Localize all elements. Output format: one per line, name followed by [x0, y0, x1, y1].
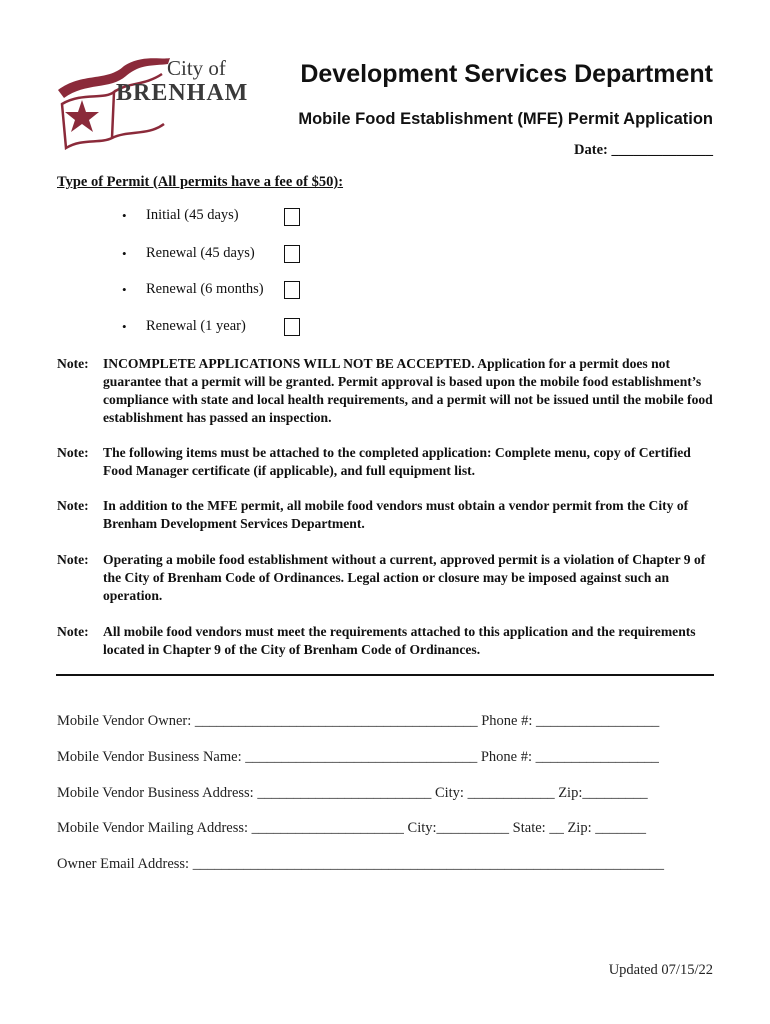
business-name-field[interactable]: Mobile Vendor Business Name: ________________________________ Phone #: _________________ — [57, 749, 659, 765]
note-text: The following items must be attached to the completed application: Complete menu, copy of Certified Food Manager certificate (if applicable), and full equipment list. — [103, 445, 691, 478]
permit-option-renewal-1yr — [122, 318, 246, 335]
note-label: Note: — [57, 356, 89, 371]
bullet: • — [122, 318, 127, 334]
permit-option-label: Renewal (6 months) — [146, 281, 264, 297]
note-attachments — [57, 444, 717, 480]
note-vendor-permit — [57, 497, 717, 533]
logo-name-text: BRENHAM — [116, 80, 249, 106]
note-requirements — [57, 623, 717, 659]
page-title: Development Services Department — [300, 60, 713, 88]
note-label: Note: — [57, 552, 89, 567]
updated-date: Updated 07/15/22 — [608, 962, 713, 978]
city-logo — [52, 52, 249, 150]
bullet: • — [122, 207, 127, 223]
note-text: All mobile food vendors must meet the requirements attached to this application and the requirements located in Chapter 9 of the City of Brenham Code of Ordinances. — [103, 624, 696, 657]
permit-option-initial — [122, 207, 239, 224]
section-divider — [56, 674, 714, 676]
checkbox-renewal-1yr[interactable] — [284, 318, 300, 336]
note-text: INCOMPLETE APPLICATIONS WILL NOT BE ACCEPTED. Application for a permit does not guarantee that a permit will be granted. Permit approval is based upon the mobile food establishment’s compliance with state and local health requirements, and a permit will not be issued until the mobile food establishment has passed an inspection. — [103, 356, 713, 425]
note-violation — [57, 551, 717, 605]
checkbox-initial[interactable] — [284, 208, 300, 226]
note-label: Note: — [57, 445, 89, 460]
permit-option-renewal-6mo — [122, 281, 264, 298]
note-label: Note: — [57, 624, 89, 639]
permit-option-label: Renewal (1 year) — [146, 318, 246, 334]
date-field[interactable]: Date: ______________ — [574, 142, 713, 158]
email-field[interactable]: Owner Email Address: _________________________________________________________________ — [57, 856, 664, 872]
mailing-address-field[interactable]: Mobile Vendor Mailing Address: _____________________ City:__________ State: __ Zip: _______ — [57, 820, 646, 836]
permit-option-label: Initial (45 days) — [146, 207, 239, 223]
note-text: In addition to the MFE permit, all mobile food vendors must obtain a vendor permit from the City of Brenham Development Services Department. — [103, 498, 689, 531]
permit-option-renewal-45 — [122, 245, 255, 262]
note-text: Operating a mobile food establishment without a current, approved permit is a violation of Chapter 9 of the City of Brenham Code of Ordinances. Legal action or closure may be imposed against such an operation. — [103, 552, 706, 603]
note-incomplete — [57, 355, 717, 427]
owner-field[interactable]: Mobile Vendor Owner: _______________________________________ Phone #: _________________ — [57, 713, 660, 729]
bullet: • — [122, 281, 127, 297]
business-address-field[interactable]: Mobile Vendor Business Address: ________________________ City: ____________ Zip:_________ — [57, 785, 648, 801]
logo-city-text: City of — [167, 56, 226, 80]
permit-type-heading: Type of Permit (All permits have a fee of $50): — [57, 174, 344, 190]
checkbox-renewal-6mo[interactable] — [284, 281, 300, 299]
note-label: Note: — [57, 498, 89, 513]
permit-option-label: Renewal (45 days) — [146, 245, 255, 261]
page-subtitle: Mobile Food Establishment (MFE) Permit Application — [298, 110, 713, 128]
checkbox-renewal-45[interactable] — [284, 245, 300, 263]
bullet: • — [122, 245, 127, 261]
